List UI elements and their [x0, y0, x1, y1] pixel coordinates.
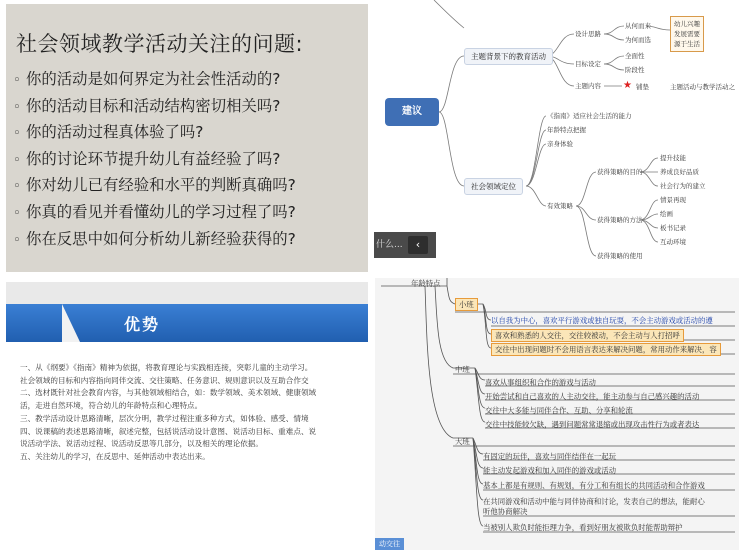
bullet-icon: ◦	[13, 73, 21, 88]
outline-item[interactable]: 开始尝试和自己喜欢的人主动交往，能主动参与自己感兴趣的活动	[485, 392, 700, 401]
outline-item[interactable]: 当被别人欺负时能拒理力争，看到好朋友被欺负时能帮助辩护	[483, 523, 683, 532]
outline-item[interactable]: 交往中大多能与同伴合作、互助、分享和轮流	[485, 406, 633, 415]
footer-tab[interactable]: 动交往	[375, 538, 404, 550]
question-item: ◦ 你的讨论环节提升幼儿有益经验了吗?	[13, 146, 296, 173]
advantage-line: 活，走进自然环境，符合幼儿的年龄特点和心理特点。	[20, 401, 203, 411]
node-scenario[interactable]: 情景再现	[660, 196, 686, 204]
bullet-icon: ◦	[13, 205, 21, 221]
node-goal-setting[interactable]: 目标设定	[575, 60, 601, 68]
node-strategy-purpose[interactable]: 获得策略的目的	[597, 168, 643, 176]
advantage-line: 五、关注幼儿的学习，在反思中、延伸活动中表达出来。	[20, 451, 210, 461]
outline-item[interactable]: 能主动发起游戏和加入同伴的游戏或活动	[483, 466, 617, 475]
node-design-idea[interactable]: 设计思路	[575, 30, 601, 38]
bullet-icon: ◦	[13, 179, 21, 195]
node-effective-strategy[interactable]: 有效策略	[547, 202, 573, 210]
question-item: ◦ 你对幼儿已有经验和水平的判断真确吗?	[13, 172, 296, 199]
title-banner	[6, 304, 368, 342]
node-age-features[interactable]: 年龄特点把握	[547, 126, 586, 134]
group-small-class[interactable]: 小班	[455, 298, 478, 311]
chevron-left-icon[interactable]: ‹	[408, 236, 428, 254]
question-item: ◦ 你的活动过程真体验了吗?	[13, 119, 296, 146]
advantage-line: 四、说课稿的表述思路清晰，叙述完整，包括说活动设计意图、说活动目标、重难点、说	[20, 426, 317, 436]
group-middle-class[interactable]: 中班	[455, 365, 470, 374]
mind-map-root[interactable]: 建议	[385, 98, 439, 126]
branch-social-domain[interactable]: 社会领域定位	[464, 178, 523, 195]
slide-title: 社会领域教学活动关注的问题:	[16, 32, 304, 56]
node-staged[interactable]: 阶段性	[625, 66, 645, 74]
node-strategy-use[interactable]: 获得策略的使用	[597, 252, 643, 260]
bullet-icon: ◦	[13, 232, 21, 248]
node-comprehensive[interactable]: 全面性	[625, 52, 645, 60]
interest-needs-box: 幼儿兴趣 发展需要 源于生活	[670, 16, 704, 52]
caption-text: 什么...	[376, 240, 403, 250]
question-item: ◦ 你的活动是如何界定为社会性活动的?	[13, 66, 296, 93]
node-theme-teaching-link[interactable]: 主题活动与教学活动之	[670, 83, 735, 91]
slide-body	[6, 342, 368, 546]
bullet-icon: ◦	[13, 99, 21, 115]
advantage-line: 一、从《纲要》《指南》精神为依据，将教育理论与实践相连接，突彰儿童的主动学习。	[20, 363, 313, 372]
outline-item[interactable]: 基本上都是有规则、有规划，有分工和有组长的共同活动和合作游戏	[483, 481, 705, 490]
bullet-icon: ◦	[13, 152, 21, 168]
node-where-from[interactable]: 从何而来	[625, 22, 651, 30]
question-item: ◦ 你的活动目标和活动结构密切相关吗?	[13, 93, 296, 120]
node-drawing[interactable]: 绘画	[660, 210, 673, 218]
outline-root[interactable]: 年龄特点	[411, 279, 441, 288]
node-guide-ability[interactable]: 《指南》适应社会生活的能力	[547, 112, 632, 120]
outline-item[interactable]: 交往中技能较欠缺，遇到问题常常退缩或出现攻击性行为或者表达	[485, 420, 700, 429]
footer-strip	[375, 538, 739, 550]
advantage-line: 说活动学法、说活动过程、说活动反思等几部分，以及相关的理论依据。	[20, 439, 263, 449]
advantages-slide	[6, 282, 368, 546]
group-large-class[interactable]: 大班	[455, 437, 470, 446]
age-features-outline	[375, 278, 739, 550]
outline-item[interactable]: 有固定的玩伴，喜欢与同伴结伴在一起玩	[483, 452, 617, 461]
outline-item[interactable]: 交往中出现问题时不会用语言表达来解决问题，常用动作来解决，容	[491, 343, 721, 356]
outline-item[interactable]: 以自我为中心，喜欢平行游戏或独自玩耍，不会主动游戏或活动的遵	[491, 316, 713, 325]
branch-theme-activity[interactable]: 主题背景下的教育活动	[464, 48, 553, 65]
node-foundation[interactable]: 铺垫	[636, 83, 649, 91]
question-list	[13, 66, 296, 252]
banner-notch	[62, 304, 80, 342]
node-theme-content[interactable]: 主题内容	[575, 82, 601, 90]
node-interactive-env[interactable]: 互动环境	[660, 238, 686, 246]
node-social-behavior[interactable]: 社会行为的建立	[660, 182, 706, 190]
outline-item-continuation: 听他协商解决	[483, 507, 528, 516]
bullet-icon: ◦	[13, 126, 21, 142]
slide-title: 优势	[124, 315, 161, 334]
node-strategy-method[interactable]: 获得策略的方法	[597, 216, 643, 224]
outline-item[interactable]: 喜欢和熟悉的人交往，交往较被动，不会主动与人打招呼	[491, 329, 684, 342]
advantage-line: 二、选材既针对社会教育内容，与其他领域相结合，如：数学领域、美术领域、健康领域	[20, 388, 317, 398]
advantage-line: 社会领域的目标和内容指向同伴交流、交往策略、任务意识、规则意识以及互助合作交	[20, 375, 309, 385]
node-why-chosen[interactable]: 为何而选	[625, 36, 651, 44]
advantage-line: 三、教学活动设计思路清晰，层次分明，教学过程注重多种方式，如体验、感受、情境	[20, 413, 309, 423]
node-quality[interactable]: 养成良好品质	[660, 168, 699, 176]
outline-item[interactable]: 在共同游戏和活动中能与同伴协商和讨论，发表自己的想法，能耐心	[483, 497, 705, 506]
node-skill[interactable]: 提升技能	[660, 154, 686, 162]
mind-map-panel	[374, 0, 739, 262]
node-board-notes[interactable]: 板书记录	[660, 224, 686, 232]
outline-item[interactable]: 喜欢从事组织和合作的游戏与活动	[485, 378, 596, 387]
star-icon: ★	[623, 80, 632, 91]
question-item: ◦ 你在反思中如何分析幼儿新经验获得的?	[13, 226, 296, 253]
questions-slide	[6, 4, 368, 272]
node-experience[interactable]: 亲身体验	[547, 140, 573, 148]
caption-bar	[374, 232, 436, 258]
question-item: ◦ 你真的看见并看懂幼儿的学习过程了吗?	[13, 199, 296, 226]
